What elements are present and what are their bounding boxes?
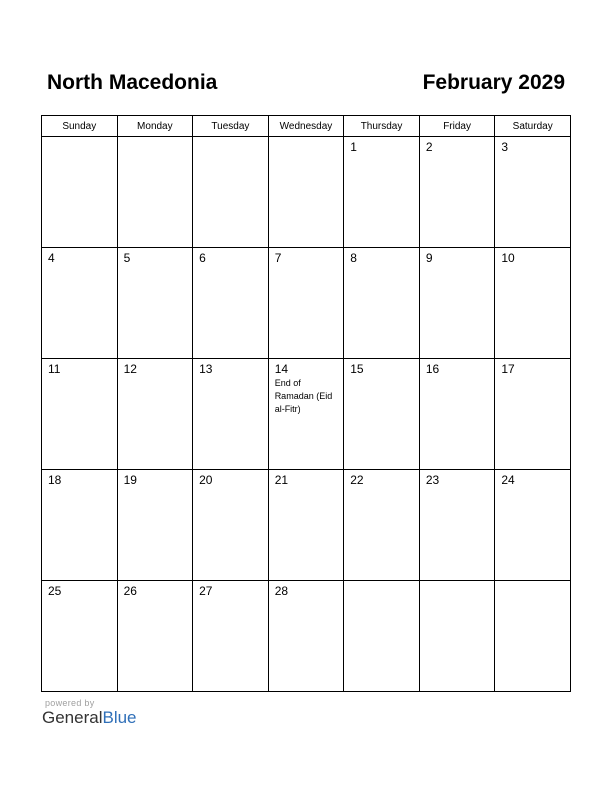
day-cell-content [118, 359, 193, 376]
calendar-week-row [42, 137, 571, 248]
day-cell [117, 581, 193, 692]
day-cell [344, 137, 420, 248]
day-cell-content [42, 470, 117, 487]
day-number: 17 [501, 362, 515, 376]
day-cell [42, 581, 118, 692]
day-cell [344, 470, 420, 581]
day-cell-content [193, 137, 268, 140]
day-cell-content [42, 248, 117, 265]
day-cell [495, 248, 571, 359]
day-cell-content [269, 581, 344, 598]
day-cell [193, 248, 269, 359]
day-cell-content [344, 137, 419, 154]
day-cell-content [344, 470, 419, 487]
weekday-header: Sunday [42, 116, 118, 137]
day-cell [117, 470, 193, 581]
day-cell [268, 581, 344, 692]
day-cell-content [269, 470, 344, 487]
day-cell-content [420, 359, 495, 376]
day-number: 22 [350, 473, 364, 487]
day-number: 8 [350, 251, 357, 265]
day-cell [42, 470, 118, 581]
day-cell [419, 581, 495, 692]
day-cell-content [42, 359, 117, 376]
day-number: 15 [350, 362, 364, 376]
weekday-header: Saturday [495, 116, 571, 137]
day-number: 9 [425, 251, 433, 265]
day-cell [117, 359, 193, 470]
day-cell [268, 470, 344, 581]
calendar-week-row [42, 248, 571, 359]
day-cell [495, 470, 571, 581]
day-number: 7 [274, 251, 282, 265]
day-cell-content [420, 470, 495, 487]
day-number: 4 [48, 251, 55, 265]
day-cell-content [118, 470, 193, 487]
day-cell [268, 359, 344, 470]
day-number: 24 [501, 473, 515, 487]
day-cell [42, 359, 118, 470]
day-number: 12 [123, 362, 137, 376]
holiday-event-label: End of Ramadan (Eid al-Fitr) [274, 378, 333, 414]
day-number: 26 [123, 584, 137, 598]
day-cell [495, 359, 571, 470]
day-cell-content [269, 248, 344, 265]
day-cell-content [269, 359, 344, 416]
day-number: 25 [48, 584, 62, 598]
day-number: 13 [199, 362, 213, 376]
calendar-country-title: North Macedonia [47, 71, 218, 94]
day-number: 11 [48, 362, 61, 376]
brand-blue-text: Blue [102, 708, 137, 727]
day-cell [419, 248, 495, 359]
day-cell [344, 581, 420, 692]
day-cell-content [193, 248, 268, 265]
day-cell-content [344, 359, 419, 376]
day-cell-content [344, 581, 419, 584]
calendar-week-row [42, 470, 571, 581]
day-number: 1 [350, 140, 357, 154]
day-cell [419, 137, 495, 248]
day-cell [419, 359, 495, 470]
day-cell [193, 359, 269, 470]
day-cell-content [193, 470, 268, 487]
day-cell [419, 470, 495, 581]
generalblue-logo [42, 708, 137, 728]
day-cell [268, 137, 344, 248]
day-number: 16 [425, 362, 440, 376]
day-cell-content [118, 248, 193, 265]
day-cell [117, 248, 193, 359]
day-number: 21 [274, 473, 289, 487]
weekday-header: Wednesday [268, 116, 344, 137]
day-number: 20 [199, 473, 213, 487]
day-cell [42, 248, 118, 359]
day-number: 10 [501, 251, 515, 265]
day-cell [42, 137, 118, 248]
day-number: 14 [274, 362, 289, 376]
day-number: 27 [199, 584, 213, 598]
day-cell-content [118, 137, 193, 140]
day-number: 28 [274, 584, 289, 598]
calendar-week-row [42, 359, 571, 470]
day-cell-content [420, 137, 495, 154]
day-number: 23 [425, 473, 440, 487]
day-number: 19 [123, 473, 137, 487]
day-cell [117, 137, 193, 248]
weekday-header: Friday [419, 116, 495, 137]
brand-general-text: General [42, 708, 103, 727]
day-cell [495, 581, 571, 692]
calendar-grid [41, 115, 571, 692]
day-cell-content [420, 581, 495, 584]
day-number: 6 [199, 251, 206, 265]
day-number: 5 [123, 251, 131, 265]
day-cell-content [495, 470, 570, 487]
calendar-week-row [42, 581, 571, 692]
day-cell-content [193, 581, 268, 598]
calendar-month-title: February 2029 [422, 71, 565, 94]
day-cell [344, 359, 420, 470]
day-cell [193, 137, 269, 248]
day-cell-content [495, 137, 570, 154]
day-cell [193, 581, 269, 692]
day-cell [344, 248, 420, 359]
day-cell-content [344, 248, 419, 265]
day-cell [495, 137, 571, 248]
powered-by-label: powered by [45, 698, 95, 708]
day-number: 2 [425, 140, 433, 154]
weekday-header: Thursday [344, 116, 420, 137]
day-cell [193, 470, 269, 581]
day-cell-content [420, 248, 495, 265]
day-cell-content [193, 359, 268, 376]
day-cell-content [495, 581, 570, 584]
weekday-header: Monday [117, 116, 193, 137]
day-cell-content [118, 581, 193, 598]
day-cell [268, 248, 344, 359]
weekday-header: Tuesday [193, 116, 269, 137]
day-cell-content [42, 581, 117, 598]
day-cell-content [42, 137, 117, 140]
day-number: 3 [501, 140, 509, 154]
day-cell-content [495, 248, 570, 265]
weekday-header-row [42, 116, 571, 137]
day-cell-content [269, 137, 344, 140]
day-cell-content [495, 359, 570, 376]
day-number: 18 [48, 473, 62, 487]
